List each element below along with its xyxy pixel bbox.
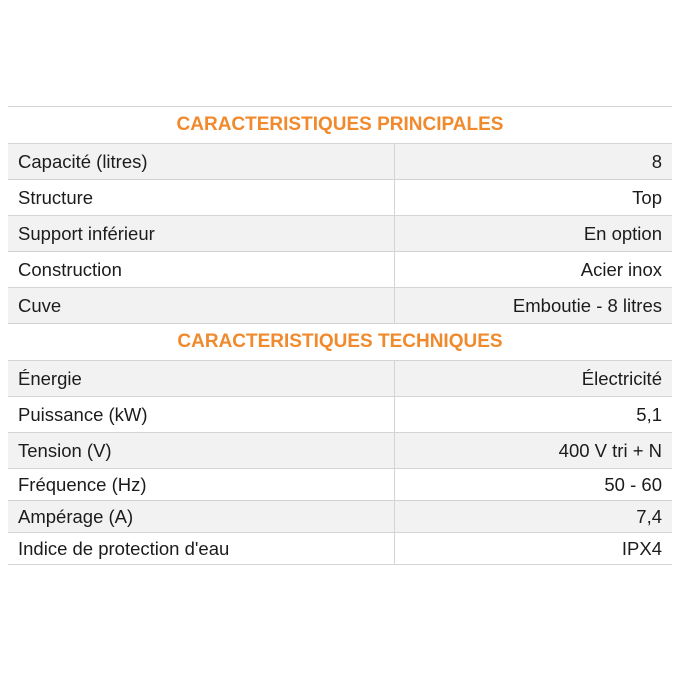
- row-label: Support inférieur: [8, 216, 395, 251]
- table-row: [8, 144, 672, 180]
- table-row: [8, 180, 672, 216]
- row-value: 5,1: [636, 404, 662, 425]
- row-value: Électricité: [581, 368, 662, 389]
- table-row: [8, 252, 672, 288]
- table-row: [8, 397, 672, 433]
- row-value: En option: [583, 223, 662, 244]
- row-label: Cuve: [8, 288, 395, 323]
- row-value: 8: [651, 151, 662, 172]
- row-label: Capacité (litres): [8, 144, 395, 179]
- table-row: [8, 361, 672, 397]
- row-label: Énergie: [8, 361, 395, 396]
- row-value: Top: [632, 187, 662, 208]
- section-title-main: CARACTERISTIQUES PRINCIPALES: [8, 107, 672, 144]
- table-row: [8, 216, 672, 252]
- table-row: [8, 469, 672, 501]
- row-value: IPX4: [621, 538, 662, 559]
- table-row: [8, 433, 672, 469]
- section-title-technical: CARACTERISTIQUES TECHNIQUES: [8, 324, 672, 361]
- row-value: 7,4: [636, 506, 662, 527]
- row-label: Puissance (kW): [8, 397, 395, 432]
- row-label: Indice de protection d'eau: [8, 533, 395, 564]
- row-value: 50 - 60: [604, 474, 662, 495]
- row-label: Fréquence (Hz): [8, 469, 395, 500]
- row-label: Ampérage (A): [8, 501, 395, 532]
- row-label: Tension (V): [8, 433, 395, 468]
- spec-table: [8, 106, 672, 565]
- row-value: 400 V tri + N: [558, 440, 662, 461]
- table-row: [8, 288, 672, 324]
- row-value: Acier inox: [580, 259, 662, 280]
- row-value: Emboutie - 8 litres: [512, 295, 662, 316]
- table-row: [8, 533, 672, 565]
- table-row: [8, 501, 672, 533]
- row-label: Construction: [8, 252, 395, 287]
- row-label: Structure: [8, 180, 395, 215]
